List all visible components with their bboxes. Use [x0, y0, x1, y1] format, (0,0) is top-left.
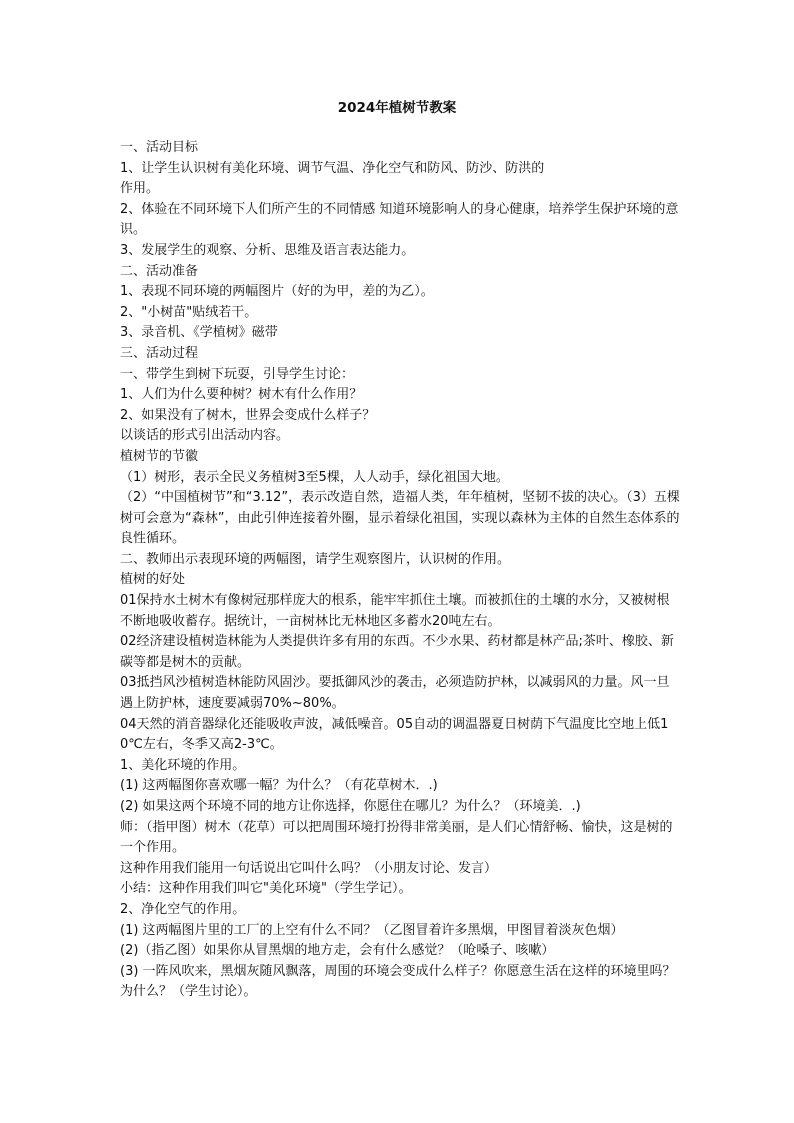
paragraph: 02经济建设植树造林能为人类提供许多有用的东西。不少水果、药材都是林产品;茶叶、橡胶、新碳等都是树木的贡献。: [120, 634, 674, 670]
paragraph: 三、活动过程: [120, 345, 199, 361]
paragraph: 3、录音机、《学植树》磁带: [120, 325, 278, 341]
paragraph: 一、活动目标: [120, 140, 199, 155]
paragraph: (2) 如果这两个环境不同的地方让你选择，你愿住在哪儿？为什么？（环境美．.): [120, 799, 581, 814]
document-title: 2024年植树节教案: [337, 100, 457, 116]
paragraph: 二、教师出示表现环境的两幅图，请学生观察图片，认识树的作用。: [120, 551, 511, 567]
paragraph: 二、活动准备: [120, 263, 199, 279]
paragraph: (3) 一阵风吹来，黑烟灰随风飘落，周围的环境会变成什么样子？你愿意生活在这样的环境里吗？为什么？（学生讨论）。: [120, 963, 676, 1000]
paragraph: 1、人们为什么要种树？树木有什么作用？: [120, 387, 363, 403]
paragraph: 植树节的节徽: [120, 448, 199, 464]
paragraph: 2、净化空气的作用。: [120, 901, 246, 917]
paragraph: 师：（指甲图）树木（花草）可以把周围环境打扮得非常美丽，是人们心情舒畅、愉快，这是树的一个作用。: [120, 819, 673, 856]
paragraph: 以谈话的形式引出活动内容。: [120, 428, 290, 444]
paragraph: 小结：这种作用我们叫它"美化环境"（学生学记）。: [120, 881, 412, 897]
paragraph: 01保持水土树木有像树冠那样庞大的根系，能牢牢抓住土壤。而被抓住的土壤的水分，又被树根不断地吸收蓄存。据统计，一亩树林比无林地区多蓄水20吨左右。: [120, 593, 670, 629]
paragraph: 04天然的消音器绿化还能吸收声波，减低噪音。05自动的调温器夏日树荫下气温度比空地上低10℃左右，冬季又高2-3℃。: [120, 716, 669, 753]
document-body: [120, 138, 680, 1003]
paragraph: 3、发展学生的观察、分析、思维及语言表达能力。: [120, 242, 415, 258]
paragraph: (1) 这两幅图片里的工厂的上空有什么不同？（乙图冒着许多黑烟，甲图冒着淡灰色烟）: [120, 922, 624, 938]
paragraph: 2、体验在不同环境下人们所产生的不同情感 知道环境影响人的身心健康，培养学生保护环境的意识。: [120, 201, 679, 238]
paragraph: （2）“中国植树节”和“3.12”，表示改造自然，造福人类，年年植树，坚韧不拔的决心。（3）五棵树可会意为“森林”，由此引伸连接着外圈，显示着绿化祖国，实现以森林为主体的自然生态体系的良性循环。: [120, 490, 680, 547]
paragraph: 1、表现不同环境的两幅图片（好的为甲，差的为乙）。: [120, 284, 434, 300]
paragraph: (2)（指乙图）如果你从冒黑烟的地方走，会有什么感觉？（呛嗓子、咳嗽）: [120, 943, 555, 959]
paragraph: （1）树形，表示全民义务植树3至5棵，人人动手，绿化祖国大地。: [120, 469, 509, 485]
paragraph: 1、让学生认识树有美化环境、调节气温、净化空气和防风、防沙、防洪的: [120, 160, 545, 176]
paragraph: 1、美化环境的作用。: [120, 757, 246, 773]
paragraph: 03抵挡风沙植树造林能防风固沙。要抵御风沙的袭击，必须造防护林，以减弱风的力量。风一旦遇上防护林，速度要减弱70%~80%。: [120, 675, 670, 712]
paragraph: 作用。: [120, 181, 160, 197]
paragraph: 2、如果没有了树木，世界会变成什么样子？: [120, 407, 376, 423]
paragraph: 2、"小树苗"贴绒若干。: [120, 304, 258, 320]
paragraph: 这种作用我们能用一句话说出它叫什么吗？（小朋友讨论、发言）: [120, 860, 498, 876]
paragraph: (1) 这两幅图你喜欢哪一幅？为什么？（有花草树木．.): [120, 778, 438, 794]
paragraph: 植树的好处: [120, 572, 186, 588]
paragraph: 一、带学生到树下玩耍，引导学生讨论：: [120, 366, 355, 382]
